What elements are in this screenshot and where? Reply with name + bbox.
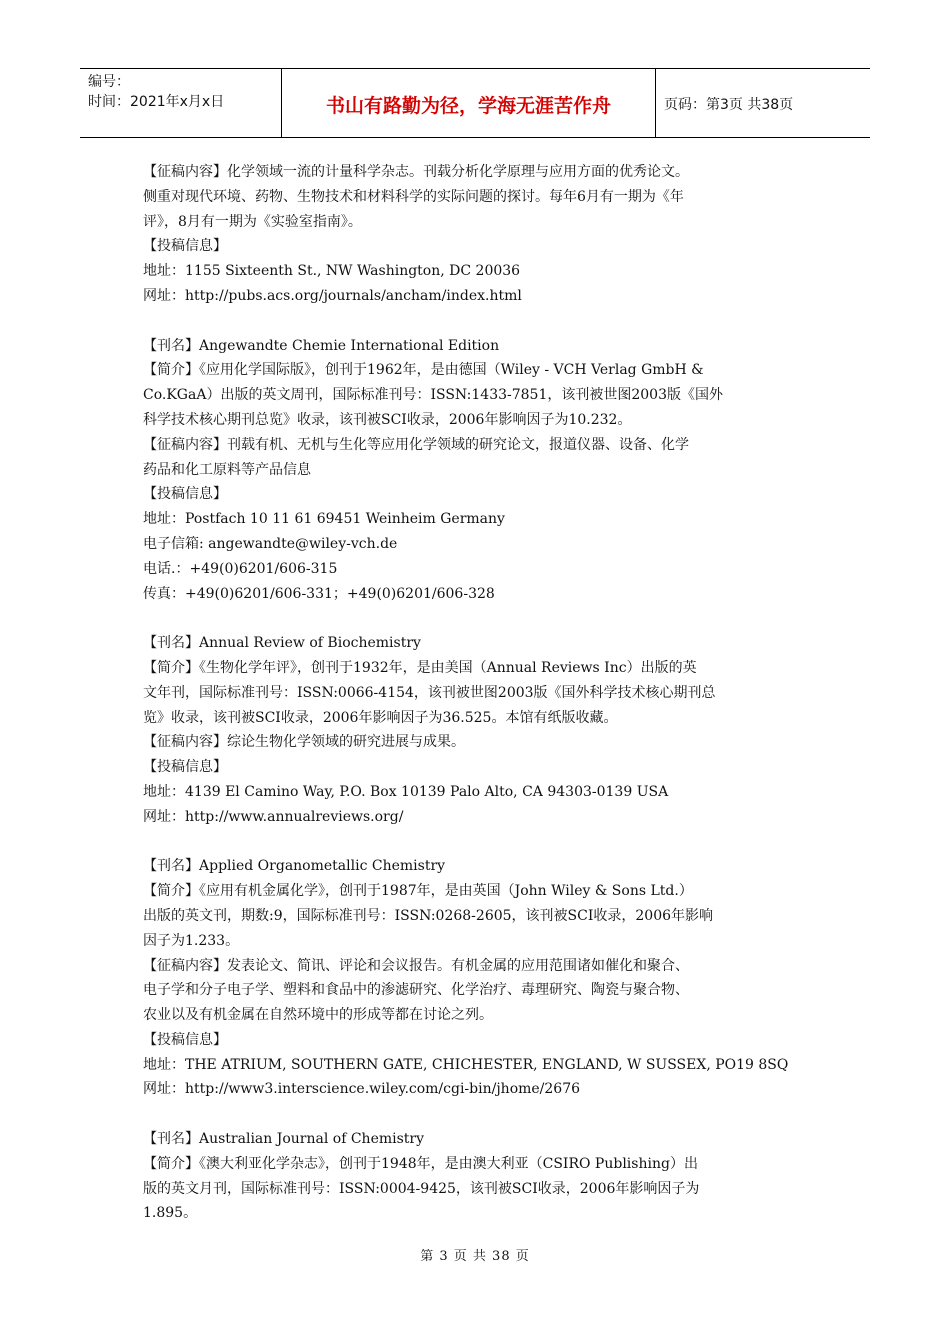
text-line: 【简介】《澳大利亚化学杂志》，创刊于1948年，是由澳大利亚（CSIRO Publishing）出 [143,1155,698,1172]
text-line: 文年刊，国际标准刊号：ISSN:0066-4154，该刊被世图2003版《国外科学技术核心期刊总 [143,684,716,701]
text-line: 【征稿内容】化学领域一流的计量科学杂志。刊载分析化学原理与应用方面的优秀论文。 [143,164,689,180]
document-number-label: 编号： [88,74,130,90]
text-line: 版的英文月刊，国际标准刊号：ISSN:0004-9425，该刊被SCI收录，2006年影响因子为 [143,1180,700,1197]
text-line: 网址：http://www.annualreviews.org/ [143,808,404,825]
text-line: 【简介】《生物化学年评》，创刊于1932年，是由美国（Annual Reviews Inc）出版的英 [143,659,697,676]
text-line: 科学技术核心期刊总览》收录，该刊被SCI收录，2006年影响因子为10.232。 [143,411,632,428]
text-line: 网址：http://pubs.acs.org/journals/ancham/index.html [143,287,522,304]
journal-entry [143,1127,811,1226]
text-line: 电子信箱: angewandte@wiley-vch.de [143,535,398,552]
text-line: 【征稿内容】刊载有机、无机与生化等应用化学领域的研究论文，报道仪器、设备、化学 [143,436,689,453]
text-line: 地址：Postfach 10 11 61 69451 Weinheim Germany [143,511,505,528]
text-line: 【投稿信息】 [143,759,227,776]
text-line: 【简介】《应用有机金属化学》，创刊于1987年，是由英国（John Wiley & Sons Ltd.） [143,883,693,900]
text-line: 农业以及有机金属在自然环境中的形成等都在讨论之列。 [143,1007,493,1024]
text-line: 【投稿信息】 [143,486,227,503]
header-right-cell [656,69,870,137]
journal-entry [143,334,811,607]
text-line: 评》，8月有一期为《实验室指南》。 [143,213,362,230]
text-line: 因子为1.233。 [143,932,240,949]
text-line: 【征稿内容】发表论文、简讯、评论和会议报告。有机金属的应用范围诸如催化和聚合、 [143,957,689,974]
text-line: Co.KGaA）出版的英文周刊，国际标准刊号：ISSN:1433-7851，该刊被世图2003版《国外 [143,387,723,404]
text-line: 传真：+49(0)6201/606-331；+49(0)6201/606-328 [143,585,495,602]
text-line: 地址：THE ATRIUM, SOUTHERN GATE, CHICHESTER, ENGLAND, W SUSSEX, PO19 8SQ [143,1056,789,1073]
journal-entry [143,854,811,1102]
paragraph-gap [143,830,811,855]
text-line: 电话.：+49(0)6201/606-315 [143,560,338,577]
text-line: 电子学和分子电子学、塑料和食品中的渗滤研究、化学治疗、毒理研究、陶瓷与聚合物、 [143,982,689,999]
text-line: 【投稿信息】 [143,238,227,255]
paragraph-gap [143,606,811,631]
text-line: 【投稿信息】 [143,1031,227,1048]
paragraph-gap [143,309,811,334]
page-number-info: 页码：第3页 共38页 [664,97,794,113]
page-footer: 第 3 页 共 38 页 [420,1249,530,1264]
text-line: 出版的英文刊，期数:9，国际标准刊号：ISSN:0268-2605，该刊被SCI收录，2006年影响 [143,907,714,924]
journal-title-line: 【刊名】Applied Organometallic Chemistry [143,858,446,875]
page-header-table [80,68,870,138]
paragraph-gap [143,1102,811,1127]
text-line: 网址：http://www3.interscience.wiley.com/cgi-bin/jhome/2676 [143,1081,581,1098]
document-body [143,160,811,1226]
text-line: 览》收录，该刊被SCI收录，2006年影响因子为36.525。本馆有纸版收藏。 [143,709,618,726]
text-line: 地址：4139 El Camino Way, P.O. Box 10139 Palo Alto, CA 94303-0139 USA [143,783,669,800]
text-line: 侧重对现代环境、药物、生物技术和材料科学的实际问题的探讨。每年6月有一期为《年 [143,188,684,205]
journal-entry-continued [143,160,811,309]
text-line: 药品和化工原料等产品信息 [143,461,311,478]
header-center-cell [282,69,656,137]
document-date: 时间：2021年x月x日 [88,94,225,110]
header-left-cell [80,69,282,137]
journal-entry [143,631,811,829]
journal-title-line: 【刊名】Australian Journal of Chemistry [143,1131,425,1148]
journal-title-line: 【刊名】Angewandte Chemie International Edition [143,337,500,354]
text-line: 【简介】《应用化学国际版》，创刊于1962年，是由德国（Wiley - VCH Verlag GmbH & [143,362,704,379]
text-line: 地址：1155 Sixteenth St., NW Washington, DC 20036 [143,263,521,280]
text-line: 【征稿内容】综论生物化学领域的研究进展与成果。 [143,734,465,751]
journal-title-line: 【刊名】Annual Review of Biochemistry [143,635,421,652]
header-motto: 书山有路勤为径，学海无涯苦作舟 [325,95,611,117]
text-line: 1.895。 [143,1205,198,1222]
